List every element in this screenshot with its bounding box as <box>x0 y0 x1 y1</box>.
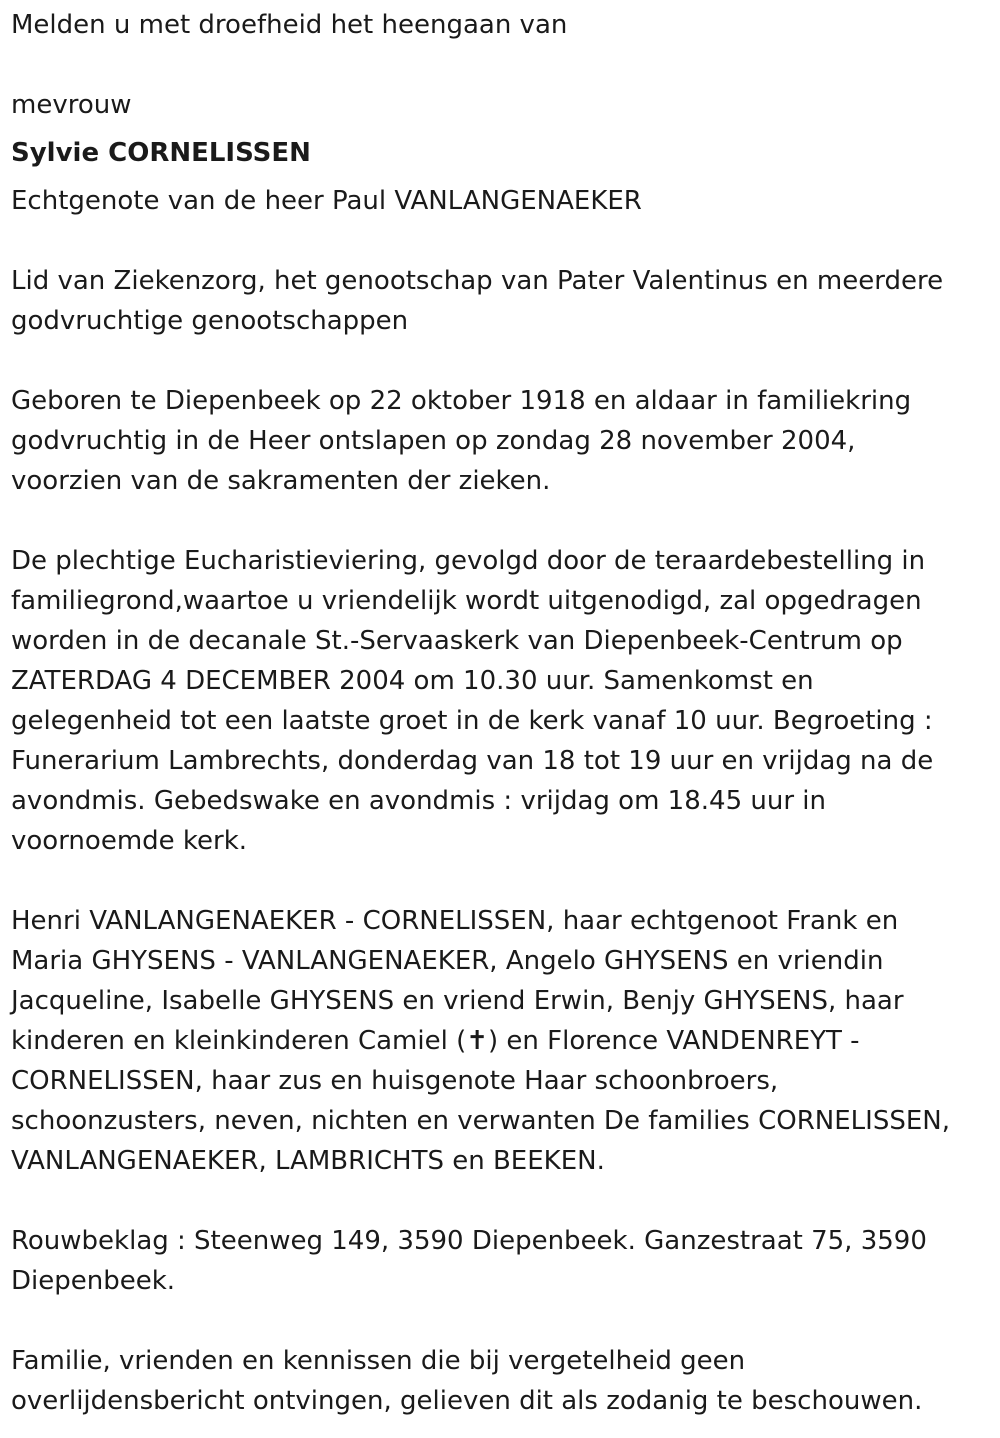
membership-paragraph: Lid van Ziekenzorg, het genootschap van Pater Valentinus en meerdere godvruchtige genootschappen <box>11 266 944 336</box>
spacer <box>11 861 972 901</box>
deceased-name: Sylvie CORNELISSEN <box>11 138 311 168</box>
spacer <box>11 501 972 541</box>
condolence-address: Rouwbeklag : Steenweg 149, 3590 Diepenbeek. Ganzestraat 75, 3590 Diepenbeek. <box>11 1226 927 1296</box>
salutation: mevrouw <box>11 90 132 120</box>
family-paragraph: Henri VANLANGENAEKER - CORNELISSEN, haar echtgenoot Frank en Maria GHYSENS - VANLANGENAEKER, Angelo GHYSENS en vriendin Jacqueline, Isabelle GHYSENS en vriend Erwin, Benjy GHYSENS, haar kinderen en kleinkinderen Camiel (✝) en Florence VANDENREYT - CORNELISSEN, haar zus en huisgenote Haar schoonbroers, schoonzusters, neven, nichten en verwanten De families CORNELISSEN, VANLANGENAEKER, LAMBRICHTS en BEEKEN. <box>11 906 950 1176</box>
intro-text: Melden u met droefheid het heengaan van <box>11 10 568 40</box>
spacer <box>11 45 972 85</box>
spacer <box>11 341 972 381</box>
spacer <box>11 221 972 261</box>
spouse-line: Echtgenote van de heer Paul VANLANGENAEKER <box>11 186 642 216</box>
spacer <box>11 1181 972 1221</box>
birth-death-paragraph: Geboren te Diepenbeek op 22 oktober 1918 en aldaar in familiekring godvruchtig in de Heer ontslapen op zondag 28 november 2004, voorzien van de sakramenten der zieken. <box>11 386 912 496</box>
closing-paragraph: Familie, vrienden en kennissen die bij vergetelheid geen overlijdensbericht ontvingen, gelieven dit als zodanig te beschouwen. <box>11 1346 923 1416</box>
spacer <box>11 1301 972 1341</box>
ceremony-paragraph: De plechtige Eucharistieviering, gevolgd door de teraardebestelling in familiegrond,waartoe u vriendelijk wordt uitgenodigd, zal opgedragen worden in de decanale St.-Servaaskerk van Diepenbeek-Centrum op ZATERDAG 4 DECEMBER 2004 om 10.30 uur. Samenkomst en gelegenheid tot een laatste groet in de kerk vanaf 10 uur. Begroeting : Funerarium Lambrechts, donderdag van 18 tot 19 uur en vrijdag na de avondmis. Gebedswake en avondmis : vrijdag om 18.45 uur in voornoemde kerk. <box>11 546 934 856</box>
